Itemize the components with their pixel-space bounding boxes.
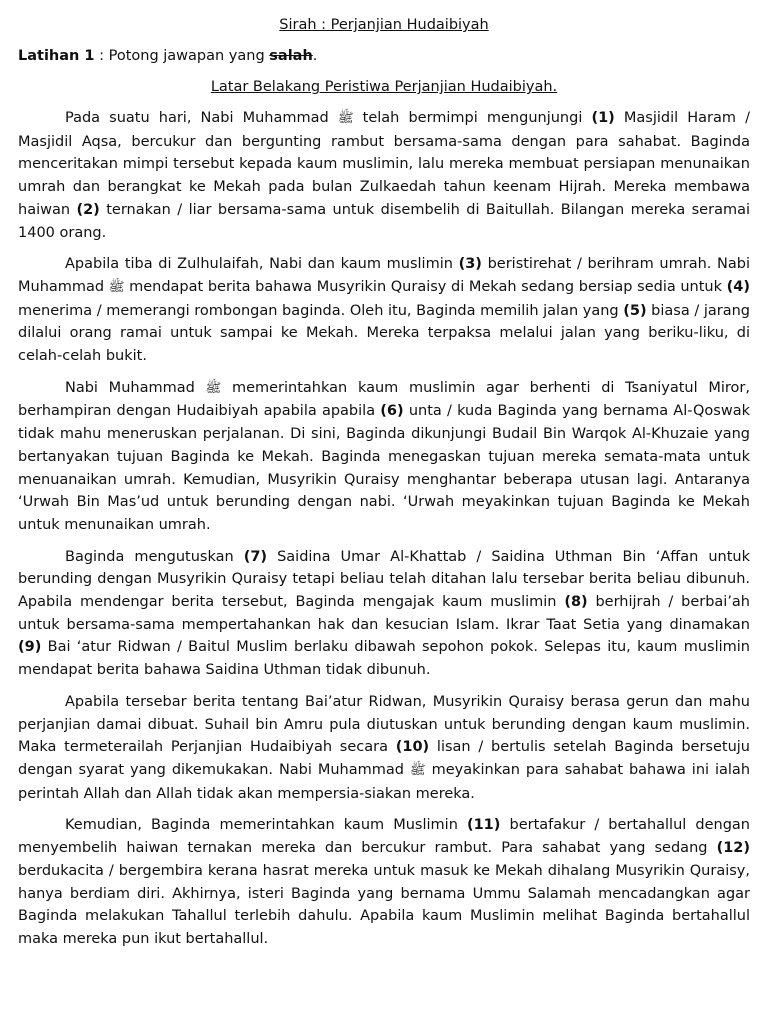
exercise-label: Latihan 1 — [18, 48, 95, 64]
paragraph-4 — [18, 546, 750, 682]
paragraph-text: ternakan / liar bersama-sama untuk disembelih di Baitullah. Bilangan mereka seramai 1400 orang. — [18, 201, 750, 241]
paragraph-text: Pada suatu hari, Nabi Muhammad — [65, 110, 338, 126]
paragraph-text: Masjidil Haram / Masjidil Aqsa, bercukur dan bergunting rambut bersama-sama dengan para sahabat. Baginda menceritakan mimpi tersebut kepada kaum muslimin, lalu mereka membuat persiapan menunaikan umrah dan berangkat ke Mekah pada bulan Zulkaedah tahun keenam Hijrah. Mereka membawa haiwan — [18, 110, 751, 218]
paragraph-text: Apabila tiba di Zulhulaifah, Nabi dan kaum muslimin — [65, 256, 459, 273]
question-number: (9) — [18, 639, 42, 656]
paragraph-2 — [18, 253, 750, 368]
page-title: Sirah : Perjanjian Hudaibiyah — [279, 17, 489, 33]
paragraph-text: Kemudian, Baginda memerintahkan kaum Muslimin — [65, 817, 467, 834]
paragraph-5 — [18, 691, 750, 806]
salawat-glyph: ﷺ — [409, 762, 426, 778]
paragraph-1 — [18, 107, 750, 244]
paragraph-text: bertafakur / bertahallul dengan menyembelih haiwan ternakan mereka dan bercukur rambut. Para sahabat yang sedang — [18, 817, 750, 857]
paragraph-3 — [18, 377, 750, 537]
paragraph-text: unta / kuda Baginda yang bernama Al-Qoswak tidak mahu meneruskan perjalanan. Di sini, Baginda dikunjungi Budail Bin Warqok Al-Khuzaie yang bertanyakan tujuan Baginda ke Mekah. Baginda menegaskan tujuan mereka semata-mata untuk menuanaikan umrah. Kemudian, Musyrikin Quraisy menghantar beberapa utusan lagi. Antaranya ‘Urwah Bin Mas’ud untuk berunding dengan nabi. ‘Urwah meyakinkan tujuan Baginda ke Mekah untuk menunaikan umrah. — [18, 403, 750, 533]
question-number: (1) — [591, 110, 615, 126]
paragraph-text: Baginda mengutuskan — [65, 548, 244, 565]
question-number: (10) — [395, 739, 430, 756]
paragraph-text: Nabi Muhammad — [65, 379, 206, 396]
paragraph-text: meyakinkan para sahabat bahawa ini ialah perintah Allah dan Allah tidak akan mempersia-siakan mereka. — [18, 761, 751, 802]
salawat-glyph: ﷺ — [337, 111, 354, 126]
question-number: (6) — [380, 403, 404, 420]
paragraph-text: lisan / bertulis setelah Baginda bersetuju dengan syarat yang dikemukakan. Nabi Muhammad — [18, 739, 750, 778]
question-number: (12) — [716, 840, 750, 857]
struck-word: salah — [269, 48, 313, 64]
question-number: (3) — [458, 256, 482, 273]
question-number: (8) — [564, 594, 588, 611]
question-number: (7) — [243, 548, 268, 565]
paragraph-text: memerintahkan kaum muslimin agar berhenti di Tsaniyatul Miror, berhampiran dengan Hudaibiyah apabila apabila — [18, 379, 750, 420]
paragraph-text: biasa / jarang dilalui orang ramai untuk sampai ke Mekah. Mereka terpaksa melalui jalan yang beriku-liku, di celah-celah bukit. — [18, 302, 751, 365]
paragraph-text: berhijrah / berbai’ah untuk bersama-sama mempertahankan hak dan kesucian Islam. Ikrar Taat Setia yang dinamakan — [18, 594, 750, 633]
salawat-glyph: ﷺ — [108, 279, 125, 295]
question-number: (4) — [726, 278, 750, 295]
paragraph-text: menerima / memerangi rombongan baginda. Oleh itu, Baginda memilih jalan yang — [18, 302, 624, 319]
paragraph-text: berdukacita / bergembira kerana hasrat mereka untuk masuk ke Mekah dihalang Musyrikin Quraisy, hanya berdiam diri. Akhirnya, isteri Baginda yang bernama Ummu Salamah mencadangkan agar Baginda melakukan Tahallul terlebih dahulu. Apabila kaum Muslimin melihat Baginda bertahallul maka mereka pun ikut bertahallul. — [18, 862, 750, 947]
salawat-glyph: ﷺ — [205, 380, 222, 396]
paragraph-text: Saidina Umar Al-Khattab / Saidina Uthman Bin ‘Affan untuk berunding dengan Musyrikin Quraisy tetapi beliau telah ditahan lalu tersebar berita beliau dibunuh. Apabila mendengar berita tersebut, Baginda mengajak kaum muslimin — [18, 548, 750, 611]
paragraph-text: Bai ‘atur Ridwan / Baitul Muslim berlaku dibawah sepohon pokok. Selepas itu, kaum muslimin mendapat berita bahawa Saidina Uthman tidak dibunuh. — [18, 639, 750, 679]
exercise-instruction — [18, 45, 750, 67]
section-subtitle: Latar Belakang Peristiwa Perjanjian Hudaibiyah. — [210, 79, 558, 95]
paragraph-text: beristirehat / berihram umrah. Nabi Muhammad — [18, 256, 751, 295]
question-number: (5) — [623, 302, 647, 319]
instruction-text: : Potong jawapan yang — [94, 48, 270, 64]
question-number: (2) — [76, 201, 100, 218]
paragraph-text: Apabila tersebar berita tentang Bai’atur Ridwan, Musyrikin Quraisy berasa gerun dan mahu perjanjian damai dibuat. Suhail bin Amru pula diutuskan untuk berunding dengan kaum muslimin. Maka termeterailah Perjanjian Hudaibiyah secara — [18, 693, 750, 756]
question-number: (11) — [466, 817, 501, 834]
paragraph-text: mendapat berita bahawa Musyrikin Quraisy di Mekah sedang bersiap sedia untuk — [124, 278, 727, 295]
paragraph-6 — [18, 814, 750, 950]
paragraph-text: telah bermimpi mengunjungi — [353, 110, 592, 126]
instruction-end: . — [312, 48, 318, 64]
